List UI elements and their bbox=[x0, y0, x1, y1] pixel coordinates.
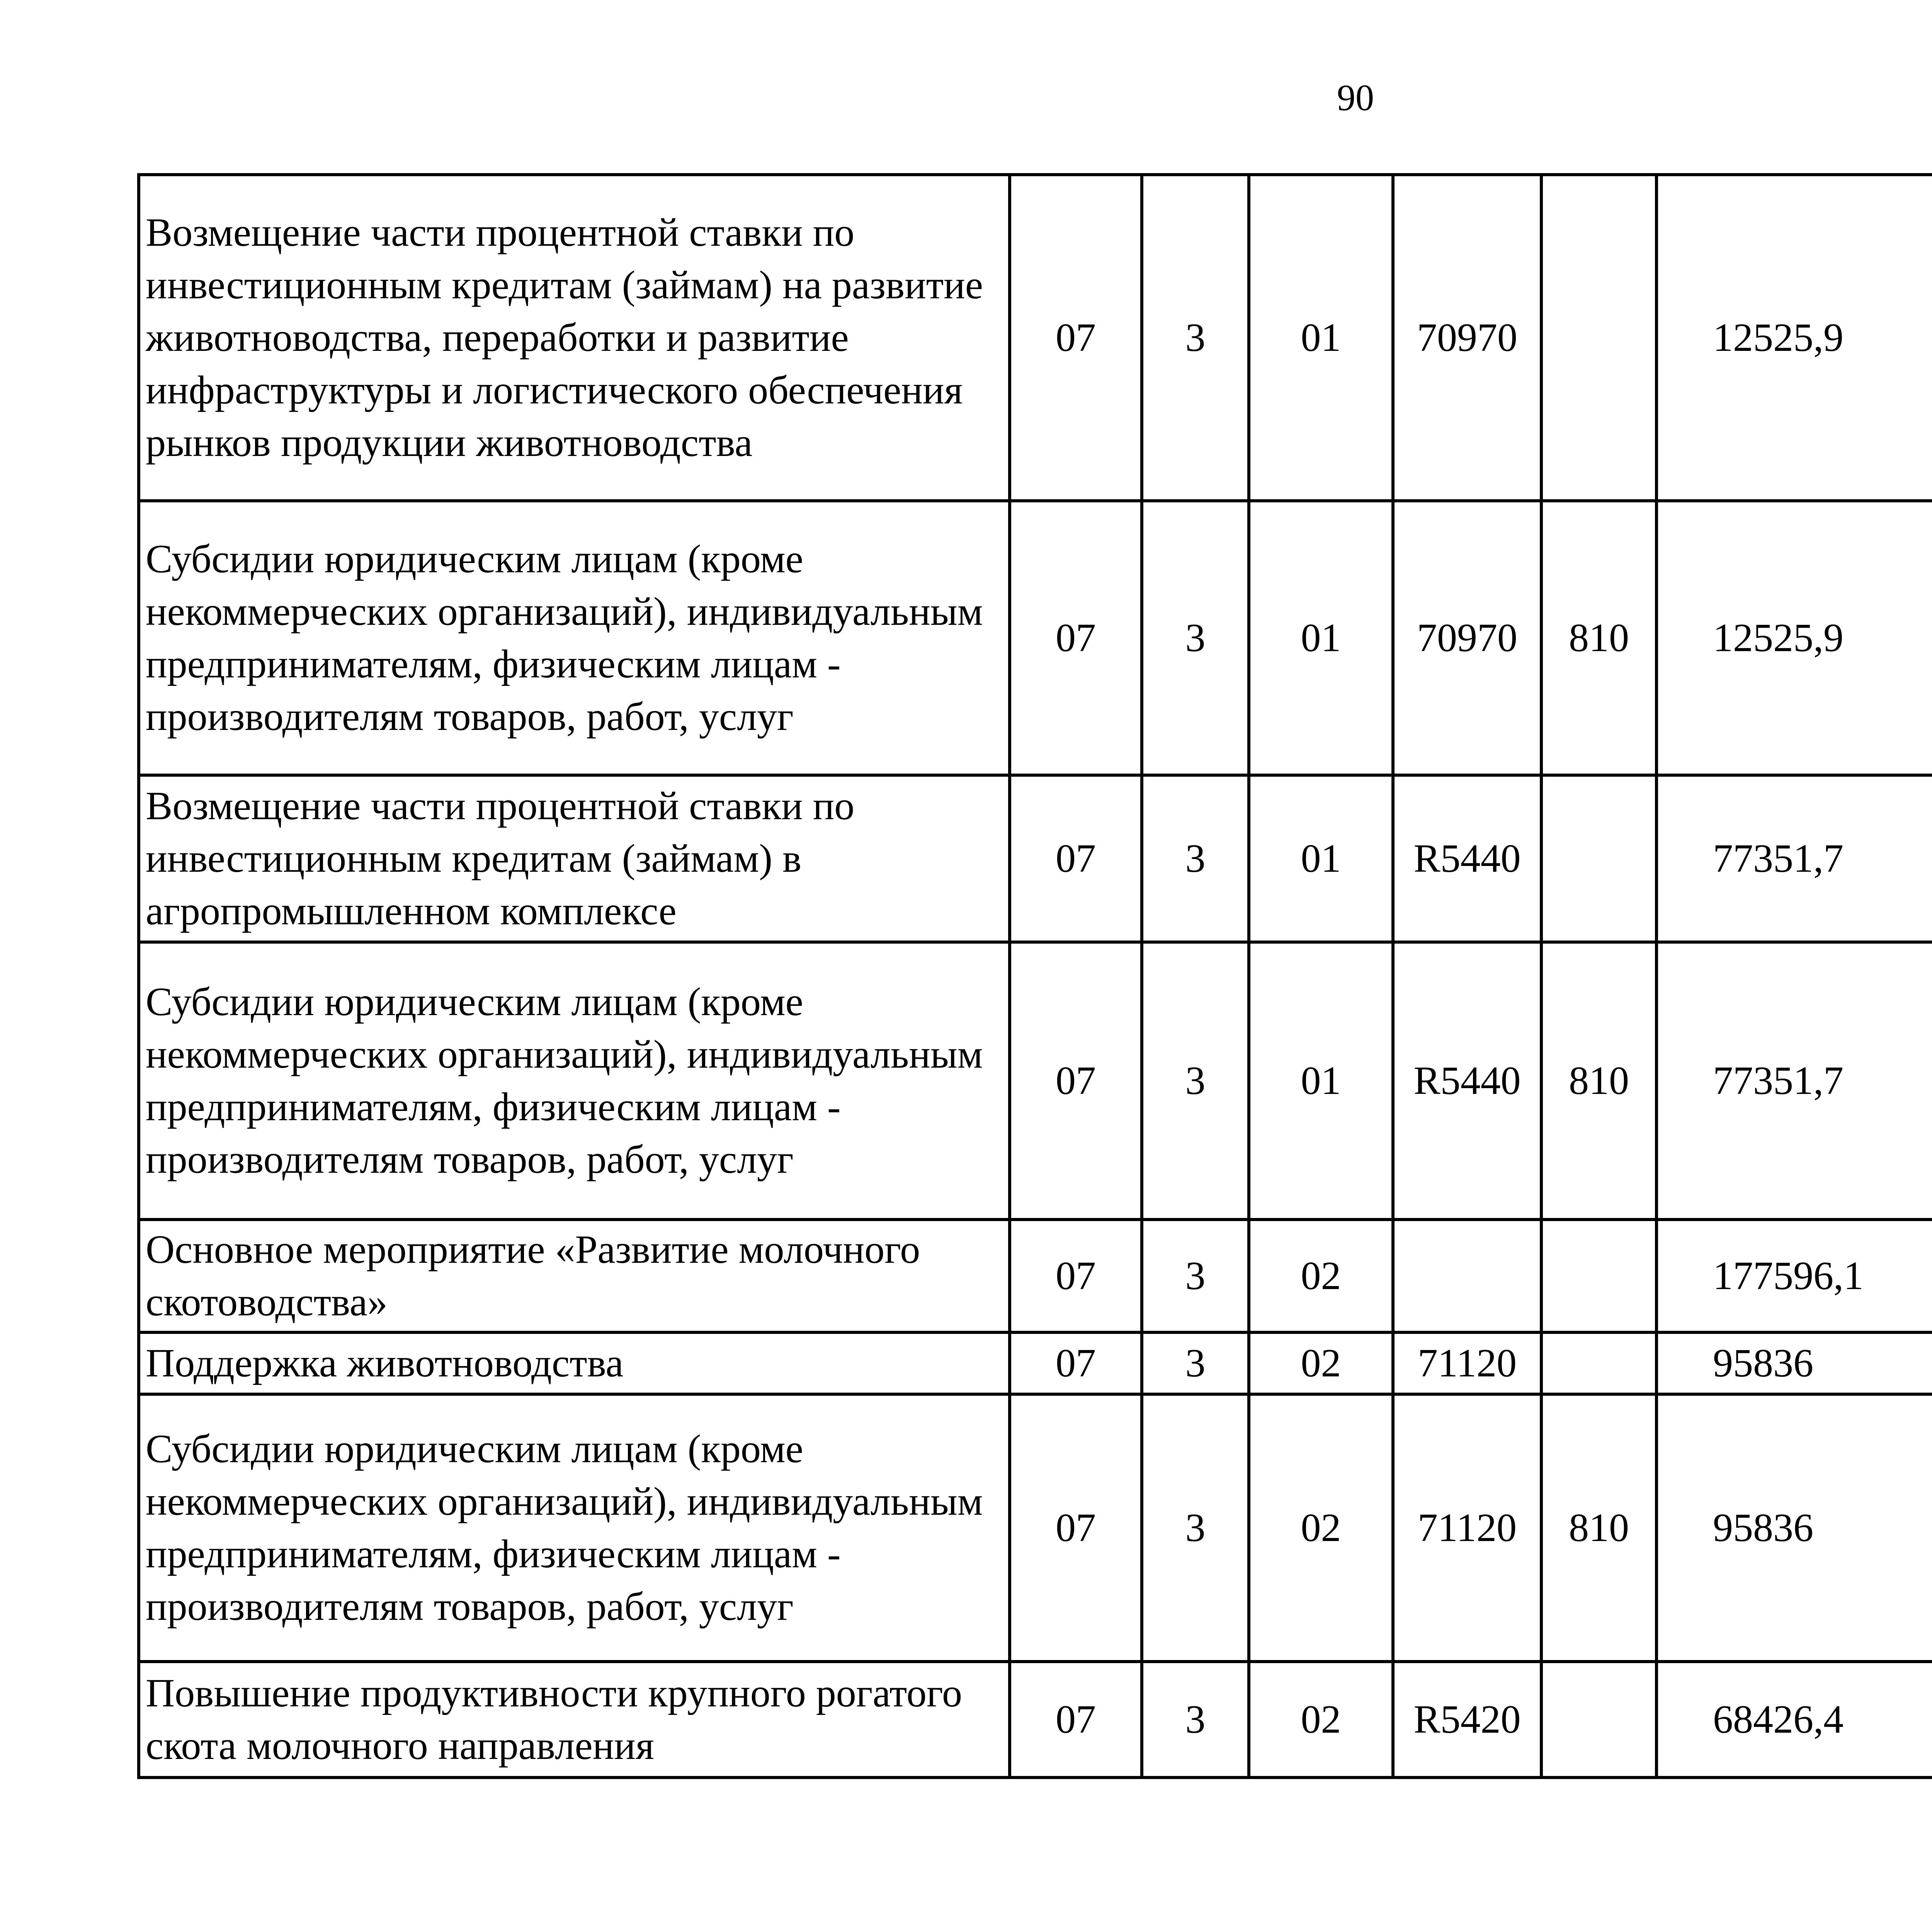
table-row bbox=[139, 175, 1932, 501]
row-name: Субсидии юридическим лицам (кроме некоммерческих организаций), индивидуальным предпринимателям, физическим лицам - производителям товаров, работ, услуг bbox=[139, 942, 1010, 1220]
section-code: 07 bbox=[1010, 775, 1142, 942]
direction-code: 71120 bbox=[1393, 1332, 1541, 1394]
section-code: 07 bbox=[1010, 1662, 1142, 1778]
subprogram-code: 3 bbox=[1142, 1662, 1249, 1778]
section-code: 07 bbox=[1010, 501, 1142, 775]
row-name: Субсидии юридическим лицам (кроме некоммерческих организаций), индивидуальным предпринимателям, физическим лицам - производителям товаров, работ, услуг bbox=[139, 501, 1010, 775]
event-code: 01 bbox=[1249, 501, 1393, 775]
event-code: 01 bbox=[1249, 942, 1393, 1220]
budget-table bbox=[137, 173, 1932, 1779]
amount-1: 68426,4 bbox=[1656, 1662, 1932, 1778]
table-row bbox=[139, 1220, 1932, 1332]
expense-type-code: 810 bbox=[1541, 501, 1656, 775]
event-code: 02 bbox=[1249, 1220, 1393, 1332]
expense-type-code bbox=[1541, 1662, 1656, 1778]
section-code: 07 bbox=[1010, 942, 1142, 1220]
expense-type-code bbox=[1541, 1332, 1656, 1394]
direction-code: 70970 bbox=[1393, 175, 1541, 501]
expense-type-code bbox=[1541, 1220, 1656, 1332]
subprogram-code: 3 bbox=[1142, 1394, 1249, 1662]
subprogram-code: 3 bbox=[1142, 1332, 1249, 1394]
amount-1: 77351,7 bbox=[1656, 942, 1932, 1220]
event-code: 02 bbox=[1249, 1394, 1393, 1662]
section-code: 07 bbox=[1010, 1332, 1142, 1394]
expense-type-code: 810 bbox=[1541, 1394, 1656, 1662]
expense-type-code bbox=[1541, 175, 1656, 501]
table-row bbox=[139, 1394, 1932, 1662]
direction-code: R5420 bbox=[1393, 1662, 1541, 1778]
table-row bbox=[139, 501, 1932, 775]
event-code: 01 bbox=[1249, 175, 1393, 501]
amount-1: 12525,9 bbox=[1656, 175, 1932, 501]
subprogram-code: 3 bbox=[1142, 501, 1249, 775]
direction-code: R5440 bbox=[1393, 775, 1541, 942]
direction-code: 70970 bbox=[1393, 501, 1541, 775]
event-code: 02 bbox=[1249, 1332, 1393, 1394]
direction-code: R5440 bbox=[1393, 942, 1541, 1220]
expense-type-code: 810 bbox=[1541, 942, 1656, 1220]
amount-1: 95836 bbox=[1656, 1332, 1932, 1394]
section-code: 07 bbox=[1010, 175, 1142, 501]
subprogram-code: 3 bbox=[1142, 175, 1249, 501]
row-name: Возмещение части процентной ставки по инвестиционным кредитам (займам) на развитие животноводства, переработки и развитие инфраструктуры и логистического обеспечения рынков продукции животноводства bbox=[139, 175, 1010, 501]
table-row bbox=[139, 775, 1932, 942]
page-number: 90 bbox=[1337, 77, 1374, 118]
direction-code bbox=[1393, 1220, 1541, 1332]
table-row bbox=[139, 942, 1932, 1220]
subprogram-code: 3 bbox=[1142, 942, 1249, 1220]
table-row bbox=[139, 1332, 1932, 1394]
row-name: Основное мероприятие «Развитие молочного скотоводства» bbox=[139, 1220, 1010, 1332]
direction-code: 71120 bbox=[1393, 1394, 1541, 1662]
table-row bbox=[139, 1662, 1932, 1778]
event-code: 02 bbox=[1249, 1662, 1393, 1778]
amount-1: 95836 bbox=[1656, 1394, 1932, 1662]
row-name: Повышение продуктивности крупного рогатого скота молочного направления bbox=[139, 1662, 1010, 1778]
row-name: Субсидии юридическим лицам (кроме некоммерческих организаций), индивидуальным предпринимателям, физическим лицам - производителям товаров, работ, услуг bbox=[139, 1394, 1010, 1662]
amount-1: 77351,7 bbox=[1656, 775, 1932, 942]
row-name: Возмещение части процентной ставки по инвестиционным кредитам (займам) в агропромышленном комплексе bbox=[139, 775, 1010, 942]
subprogram-code: 3 bbox=[1142, 1220, 1249, 1332]
expense-type-code bbox=[1541, 775, 1656, 942]
section-code: 07 bbox=[1010, 1394, 1142, 1662]
amount-1: 12525,9 bbox=[1656, 501, 1932, 775]
event-code: 01 bbox=[1249, 775, 1393, 942]
amount-1: 177596,1 bbox=[1656, 1220, 1932, 1332]
section-code: 07 bbox=[1010, 1220, 1142, 1332]
row-name: Поддержка животноводства bbox=[139, 1332, 1010, 1394]
subprogram-code: 3 bbox=[1142, 775, 1249, 942]
